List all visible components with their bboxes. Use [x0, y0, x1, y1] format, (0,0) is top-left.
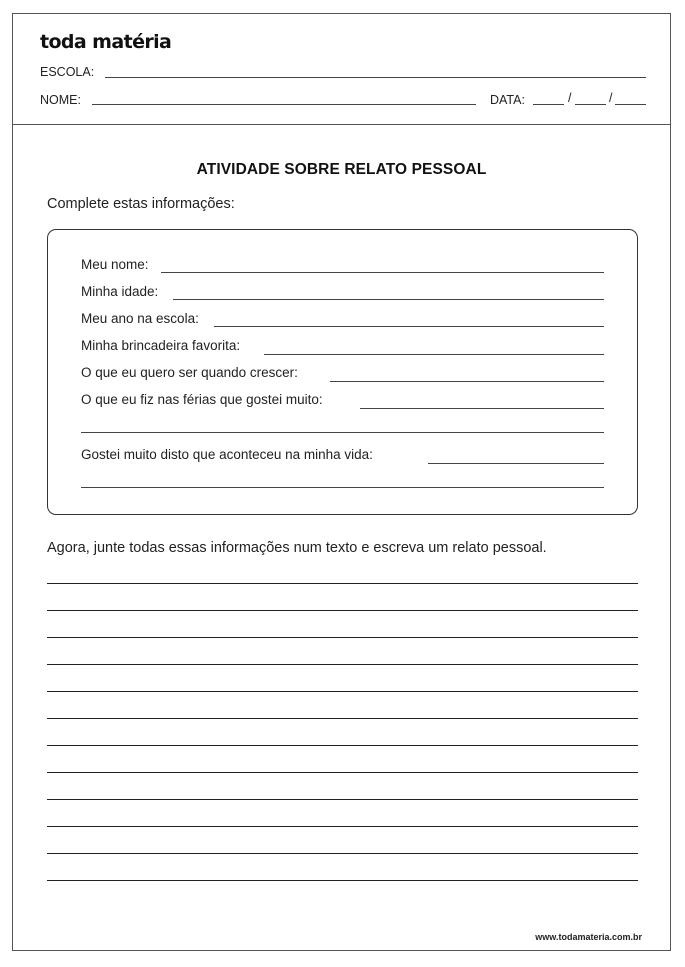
date-day-field[interactable] — [533, 104, 564, 105]
field-line-favorite-game[interactable] — [264, 354, 604, 355]
field-line-future[interactable] — [330, 381, 604, 382]
field-label-future: O que eu quero ser quando crescer: — [81, 365, 298, 380]
date-label: DATA: — [490, 93, 525, 107]
field-label-favorite-game: Minha brincadeira favorita: — [81, 338, 241, 353]
date-month-field[interactable] — [575, 104, 606, 105]
field-label-school-year: Meu ano na escola: — [81, 311, 199, 326]
footer-url: www.todamateria.com.br — [535, 932, 642, 942]
field-label-vacation: O que eu fiz nas férias que gostei muito: — [81, 392, 323, 407]
writing-line[interactable] — [47, 637, 638, 638]
field-line-name[interactable] — [161, 272, 604, 273]
date-year-field[interactable] — [615, 104, 646, 105]
school-label: ESCOLA: — [40, 65, 95, 79]
field-line-age[interactable] — [173, 299, 604, 300]
field-label-name: Meu nome: — [81, 257, 149, 272]
school-field[interactable] — [105, 77, 646, 78]
writing-line[interactable] — [47, 853, 638, 854]
writing-line[interactable] — [47, 583, 638, 584]
field-line-life-event[interactable] — [428, 463, 604, 464]
writing-line[interactable] — [47, 826, 638, 827]
page-title: ATIVIDADE SOBRE RELATO PESSOAL — [196, 161, 487, 178]
field-label-life-event: Gostei muito disto que aconteceu na minha vida: — [81, 447, 373, 462]
field-line-school-year[interactable] — [214, 326, 604, 327]
writing-line[interactable] — [47, 610, 638, 611]
logo: toda matéria — [40, 31, 172, 53]
name-field[interactable] — [92, 104, 476, 105]
intro-text: Complete estas informações: — [47, 196, 235, 212]
info-box — [47, 229, 638, 515]
field-line-vacation[interactable] — [360, 408, 604, 409]
field-label-age: Minha idade: — [81, 284, 159, 299]
field-line-vacation-extra[interactable] — [81, 432, 604, 433]
writing-line[interactable] — [47, 745, 638, 746]
date-separator: / — [568, 91, 572, 105]
worksheet-page — [12, 13, 671, 951]
writing-line[interactable] — [47, 799, 638, 800]
name-label: NOME: — [40, 93, 81, 107]
writing-line[interactable] — [47, 664, 638, 665]
date-separator: / — [609, 91, 613, 105]
writing-line[interactable] — [47, 772, 638, 773]
writing-line[interactable] — [47, 691, 638, 692]
instruction-text: Agora, junte todas essas informações num texto e escreva um relato pessoal. — [47, 540, 547, 556]
writing-line[interactable] — [47, 880, 638, 881]
field-line-life-event-extra[interactable] — [81, 487, 604, 488]
header — [13, 14, 670, 125]
writing-line[interactable] — [47, 718, 638, 719]
